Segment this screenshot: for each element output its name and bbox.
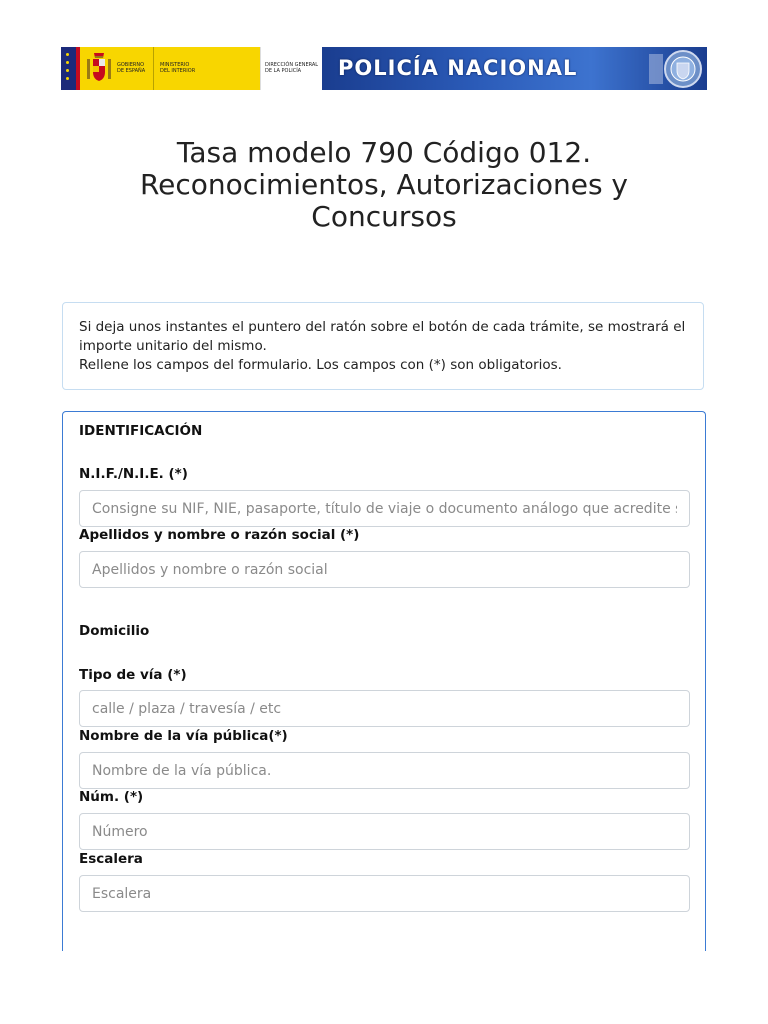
number-label: Núm. (*) [79,789,144,805]
stair-label: Escalera [79,851,143,867]
header-banner [61,47,707,90]
address-title: Domicilio [79,623,150,639]
name-label: Apellidos y nombre o razón social (*) [79,527,360,543]
nif-input[interactable] [79,490,690,527]
info-text: Si deja unos instantes el puntero del ratón sobre el botón de cada trámite, se mostrará el importe unitario del mismo. [79,319,686,354]
section-title: IDENTIFICACIÓN [79,423,203,439]
via-name-label: Nombre de la vía pública(*) [79,728,288,744]
policia-nacional-logo [322,47,707,90]
government-text: GOBIERNO DE ESPAÑA [117,62,146,74]
spain-flag-stripe [76,47,80,90]
eu-flag-icon [61,47,76,90]
nif-label: N.I.F./N.I.E. (*) [79,466,188,482]
info-text-required: Rellene los campos del formulario. Los campos con (*) son obligatorios. [79,357,562,373]
stair-input[interactable] [79,875,690,912]
page-title: Tasa modelo 790 Código 012. Reconocimientos, Autorizaciones y Concursos [139,136,629,233]
government-logo [61,47,260,90]
directorate-logo: DIRECCIÓN GENERAL DE LA POLICÍA [260,47,322,90]
via-name-input[interactable] [79,752,690,789]
via-type-label: Tipo de vía (*) [79,667,187,683]
identification-panel [62,411,706,951]
brand-text: POLICÍA NACIONAL [338,56,578,80]
coat-of-arms-icon [85,53,113,84]
police-badge-icon [647,49,703,88]
number-input[interactable] [79,813,690,850]
info-box [62,302,704,390]
name-input[interactable] [79,551,690,588]
ministry-logo: MINISTERIO DEL INTERIOR [153,47,261,90]
via-type-input[interactable] [79,690,690,727]
